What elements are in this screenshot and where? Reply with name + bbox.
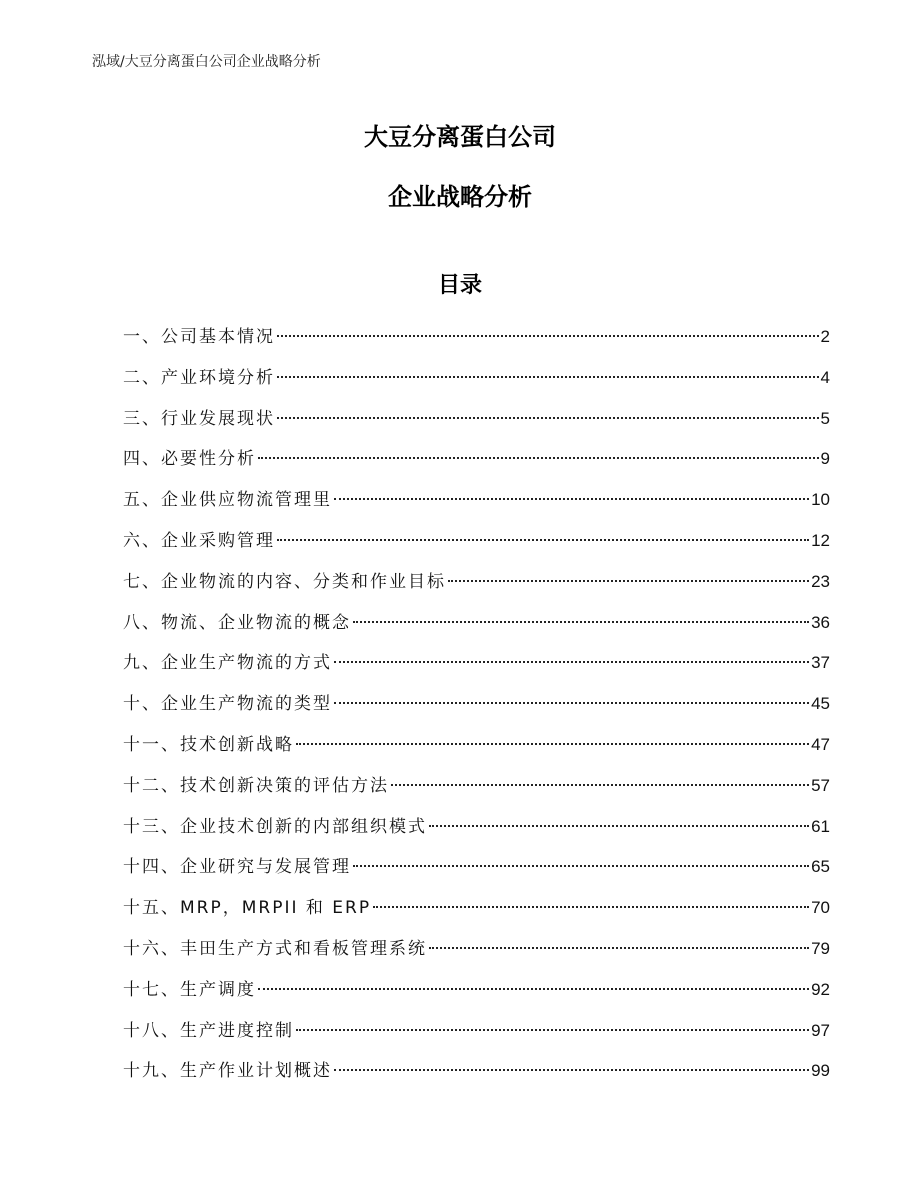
toc-entry-title: 产业环境分析 bbox=[161, 367, 275, 388]
toc-entry-title: 生产进度控制 bbox=[180, 1020, 294, 1041]
toc-entry[interactable] bbox=[123, 485, 830, 526]
toc-entry[interactable] bbox=[123, 404, 830, 445]
toc-entry[interactable] bbox=[123, 934, 830, 975]
toc-entry-title: 企业研究与发展管理 bbox=[180, 857, 351, 878]
toc-entry[interactable] bbox=[123, 444, 830, 485]
toc-entry-number: 八、 bbox=[123, 612, 161, 633]
toc-entry-number: 六、 bbox=[123, 530, 161, 551]
toc-entry-title: 企业生产物流的方式 bbox=[161, 653, 332, 674]
toc-dot-leader bbox=[334, 1069, 809, 1071]
toc-entry-number: 五、 bbox=[123, 490, 161, 511]
document-subtitle: 企业战略分析 bbox=[388, 183, 532, 211]
toc-entry-title: 公司基本情况 bbox=[161, 327, 275, 347]
toc-entry-number: 二、 bbox=[123, 367, 161, 388]
toc-entry-number: 四、 bbox=[123, 449, 161, 470]
toc-dot-leader bbox=[277, 417, 819, 419]
toc-entry-title: 企业采购管理 bbox=[161, 530, 275, 551]
toc-dot-leader bbox=[277, 376, 819, 378]
toc-dot-leader bbox=[258, 457, 819, 459]
toc-entry-number: 十一、 bbox=[123, 734, 180, 755]
table-of-contents bbox=[123, 322, 830, 1097]
toc-entry-number: 三、 bbox=[123, 408, 161, 429]
toc-entry-page: 23 bbox=[811, 571, 830, 591]
toc-entry-title: MRP，MRPII 和 ERP bbox=[180, 898, 372, 919]
toc-entry[interactable] bbox=[123, 526, 830, 567]
toc-entry-page: 45 bbox=[811, 694, 830, 714]
toc-dot-leader bbox=[353, 865, 809, 867]
toc-entry-page: 4 bbox=[820, 367, 830, 387]
document-title: 大豆分离蛋白公司 bbox=[364, 123, 556, 151]
toc-entry-number: 十七、 bbox=[123, 979, 180, 1000]
toc-entry-title: 企业物流的内容、分类和作业目标 bbox=[161, 571, 446, 592]
toc-entry[interactable] bbox=[123, 812, 830, 853]
toc-entry-title: 生产作业计划概述 bbox=[180, 1061, 332, 1082]
toc-entry-page: 37 bbox=[811, 653, 830, 673]
toc-entry-page: 57 bbox=[811, 775, 830, 795]
toc-entry[interactable] bbox=[123, 975, 830, 1016]
toc-entry-title: 生产调度 bbox=[180, 979, 256, 1000]
toc-entry-page: 5 bbox=[820, 408, 830, 428]
toc-entry-number: 十八、 bbox=[123, 1020, 180, 1041]
toc-dot-leader bbox=[391, 784, 809, 786]
toc-entry[interactable] bbox=[123, 1056, 830, 1097]
toc-entry-title: 技术创新战略 bbox=[180, 734, 294, 755]
toc-dot-leader bbox=[258, 988, 809, 990]
toc-dot-leader bbox=[429, 825, 809, 827]
toc-dot-leader bbox=[334, 498, 809, 500]
toc-entry-title: 物流、企业物流的概念 bbox=[161, 612, 351, 633]
toc-entry[interactable] bbox=[123, 363, 830, 404]
toc-heading: 目录 bbox=[437, 273, 482, 298]
toc-dot-leader bbox=[277, 539, 809, 541]
toc-dot-leader bbox=[429, 947, 809, 949]
toc-entry-page: 61 bbox=[811, 816, 830, 836]
toc-entry-page: 99 bbox=[811, 1061, 830, 1081]
toc-entry-title: 行业发展现状 bbox=[161, 408, 275, 429]
toc-dot-leader bbox=[334, 702, 809, 704]
toc-entry[interactable] bbox=[123, 730, 830, 771]
toc-dot-leader bbox=[277, 335, 819, 337]
toc-entry-page: 92 bbox=[811, 979, 830, 999]
toc-entry-title: 丰田生产方式和看板管理系统 bbox=[180, 938, 427, 959]
toc-entry-page: 10 bbox=[811, 490, 830, 510]
toc-entry-page: 9 bbox=[820, 449, 830, 469]
toc-entry-page: 79 bbox=[811, 938, 830, 958]
toc-dot-leader bbox=[296, 1029, 809, 1031]
toc-dot-leader bbox=[373, 906, 809, 908]
toc-entry[interactable] bbox=[123, 567, 830, 608]
toc-entry[interactable] bbox=[123, 648, 830, 689]
toc-entry-number: 一、 bbox=[123, 327, 161, 347]
toc-entry-number: 十四、 bbox=[123, 857, 180, 878]
toc-entry-title: 企业技术创新的内部组织模式 bbox=[180, 816, 427, 837]
toc-entry-title: 企业供应物流管理里 bbox=[161, 490, 332, 511]
toc-entry-page: 2 bbox=[820, 327, 830, 346]
toc-entry[interactable] bbox=[123, 1016, 830, 1057]
running-header: 泓域/大豆分离蛋白公司企业战略分析 bbox=[92, 54, 321, 70]
toc-entry-number: 十二、 bbox=[123, 775, 180, 796]
toc-dot-leader bbox=[448, 580, 809, 582]
toc-dot-leader bbox=[334, 661, 809, 663]
toc-entry-title: 技术创新决策的评估方法 bbox=[180, 775, 389, 796]
toc-entry-number: 十九、 bbox=[123, 1061, 180, 1082]
toc-entry-number: 十六、 bbox=[123, 938, 180, 959]
toc-entry-title: 企业生产物流的类型 bbox=[161, 694, 332, 715]
toc-entry-page: 65 bbox=[811, 857, 830, 877]
toc-entry-number: 十、 bbox=[123, 694, 161, 715]
toc-entry[interactable] bbox=[123, 771, 830, 812]
toc-entry-number: 十三、 bbox=[123, 816, 180, 837]
toc-entry[interactable] bbox=[123, 852, 830, 893]
toc-dot-leader bbox=[353, 621, 809, 623]
toc-entry[interactable] bbox=[123, 689, 830, 730]
toc-entry-page: 70 bbox=[811, 898, 830, 918]
toc-entry[interactable] bbox=[123, 608, 830, 649]
toc-entry-page: 97 bbox=[811, 1020, 830, 1040]
toc-entry-page: 47 bbox=[811, 734, 830, 754]
toc-entry-number: 十五、 bbox=[123, 898, 180, 919]
toc-dot-leader bbox=[296, 743, 809, 745]
toc-entry-page: 12 bbox=[811, 530, 830, 550]
toc-entry-title: 必要性分析 bbox=[161, 449, 256, 470]
toc-entry-number: 九、 bbox=[123, 653, 161, 674]
toc-entry[interactable] bbox=[123, 322, 830, 363]
toc-entry[interactable] bbox=[123, 893, 830, 934]
toc-entry-number: 七、 bbox=[123, 571, 161, 592]
toc-entry-page: 36 bbox=[811, 612, 830, 632]
